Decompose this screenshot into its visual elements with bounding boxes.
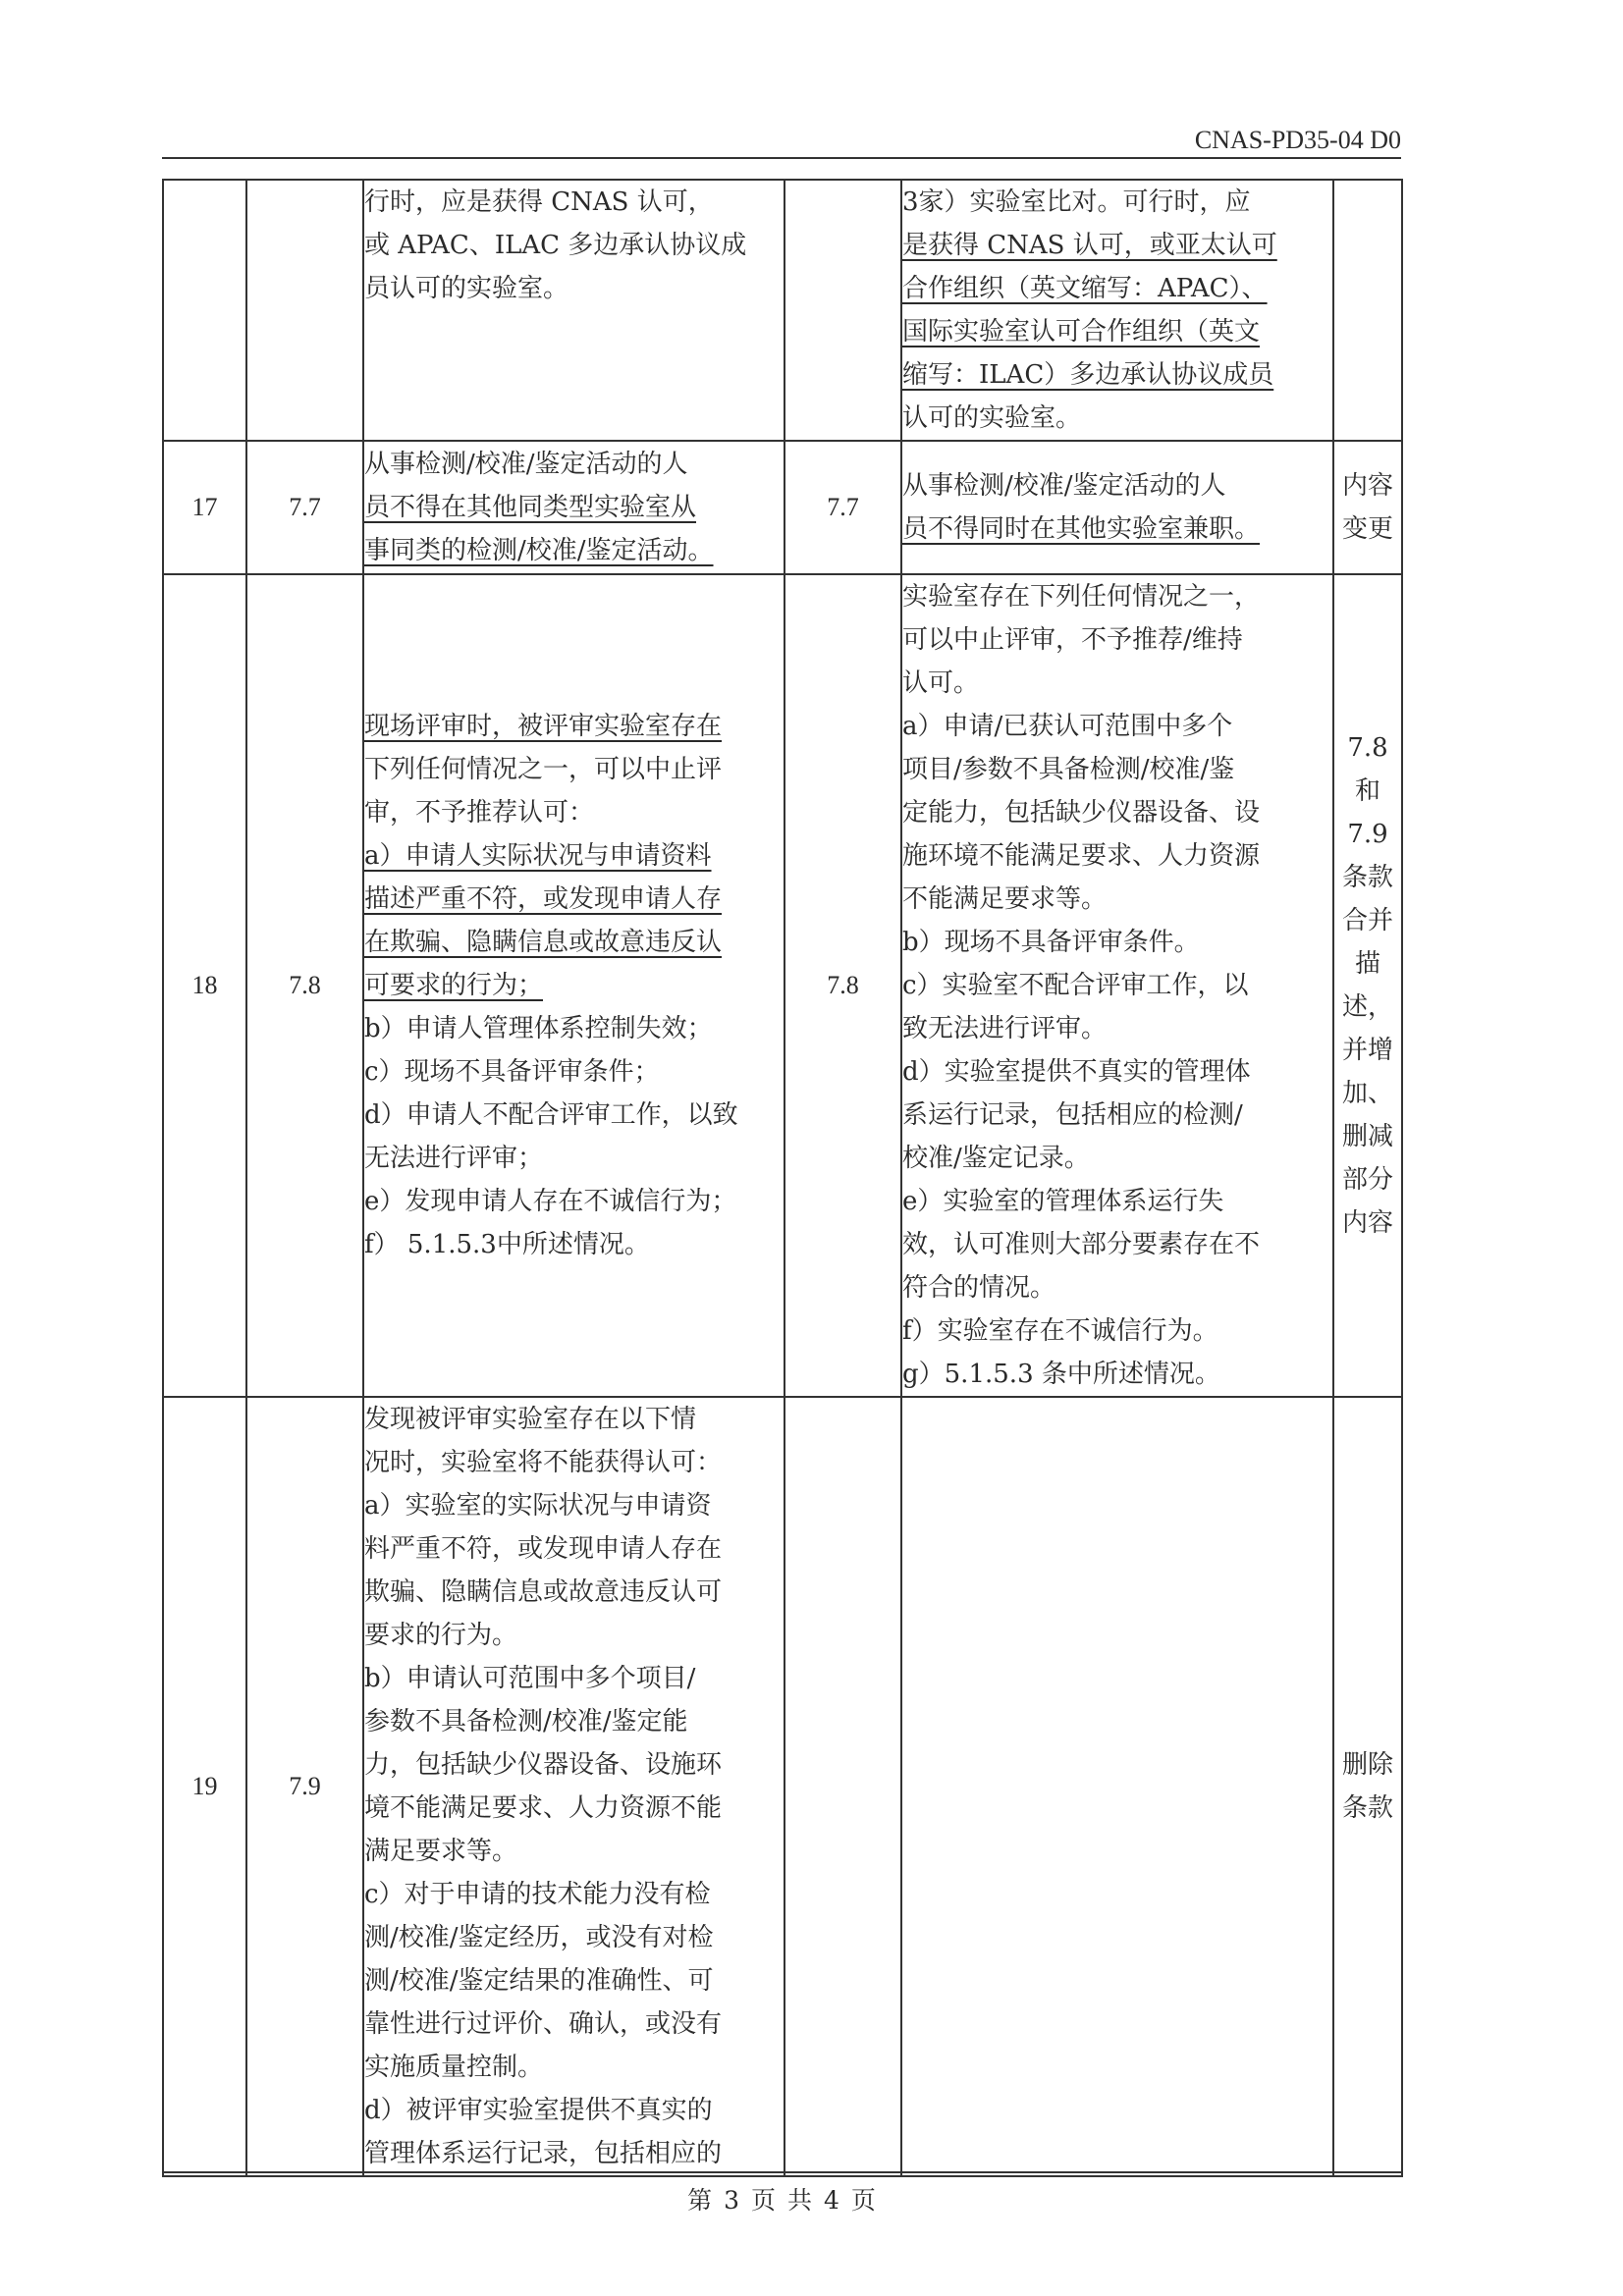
text-line: 要求的行为。 [364,1621,518,1650]
text-line: e）发现申请人存在不诚信行为； [364,1187,737,1216]
text-line: 符合的情况。 [902,1273,1056,1303]
table-row [163,180,1402,441]
text-line: 在欺骗、隐瞒信息或故意违反认 [364,928,723,957]
text-line: 测/校准/鉴定经历，或没有对检 [364,1923,714,1952]
text-line: b）申请人管理体系控制失效； [364,1014,713,1043]
text-line: c）实验室不配合评审工作，以 [902,971,1249,1000]
text-line: 欺骗、隐瞒信息或故意违反认可 [364,1577,723,1607]
old-clause [246,180,363,441]
text-line: d）实验室提供不真实的管理体 [902,1057,1251,1087]
text-line: 缩写：ILAC）多边承认协议成员 [902,360,1274,390]
text-line: 认可的实验室。 [902,403,1082,433]
old-text [363,1397,784,2176]
change-note [1333,441,1402,574]
note-line: 7.8 [1347,733,1388,763]
row-number: 18 [163,574,246,1397]
text-line: 况时，实验室将不能获得认可： [364,1448,723,1477]
current-page: 3 [724,2186,739,2215]
text-line: 是获得 CNAS 认可，或亚太认可 [902,231,1277,260]
new-clause: 7.8 [784,574,901,1397]
text-line: d）申请人不配合评审工作，以致 [364,1100,738,1130]
text-line: 下列任何情况之一，可以中止评 [364,755,723,784]
text-line: 满足要求等。 [364,1837,518,1866]
text-line: 3家）实验室比对。可行时，应 [902,187,1251,217]
new-clause: 7.7 [784,441,901,574]
page-label-word: 页 [750,2186,776,2215]
text-line: 力，包括缺少仪器设备、设施环 [364,1750,723,1780]
text-line: 行时，应是获得 CNAS 认可， [364,187,714,217]
text-line: 定能力，包括缺少仪器设备、设 [902,798,1261,828]
page-label-word: 共 [787,2186,813,2215]
change-note [1333,574,1402,1397]
text-line: 或 APAC、ILAC 多边承认协议成 [364,231,747,260]
text-line: c）对于申请的技术能力没有检 [364,1880,711,1909]
footer-rule [162,2171,1401,2173]
total-pages: 4 [824,2186,839,2215]
change-note [1333,180,1402,441]
note-line: 内容 [1341,471,1393,501]
note-line: 述， [1341,992,1393,1022]
text-line: 境不能满足要求、人力资源不能 [364,1793,723,1823]
text-line: 审，不予推荐认可： [364,798,595,828]
note-line: 加、 [1341,1079,1393,1108]
note-line: 条款 [1341,1793,1393,1823]
text-line: 实施质量控制。 [364,2053,544,2082]
page-label-word: 第 [687,2186,713,2215]
old-text [363,180,784,441]
text-line: a）实验室的实际状况与申请资 [364,1491,712,1521]
change-note [1333,1397,1402,2176]
note-line: 删除 [1341,1750,1393,1780]
new-clause [784,180,901,441]
text-line: c）现场不具备评审条件； [364,1057,660,1087]
text-line: 效，认可准则大部分要素存在不 [902,1230,1261,1259]
text-line: 员认可的实验室。 [364,274,569,303]
text-line: 合作组织（英文缩写：APAC）、 [902,274,1268,303]
text-line: 管理体系运行记录，包括相应的 [364,2139,723,2168]
note-line: 合并 [1341,906,1393,935]
text-line: 发现被评审实验室存在以下情 [364,1405,697,1434]
text-line: a）申请人实际状况与申请资料 [364,841,712,871]
revision-table [162,179,1403,2177]
note-line: 部分 [1341,1165,1393,1195]
text-line: b）申请认可范围中多个项目/ [364,1664,696,1693]
table-row [163,574,1402,1397]
row-number [163,180,246,441]
text-line: 现场评审时，被评审实验室存在 [364,712,723,741]
old-text [363,574,784,1397]
text-line: 可要求的行为； [364,971,544,1000]
page-label-word: 页 [850,2186,876,2215]
text-line: a）申请/已获认可范围中多个 [902,712,1233,741]
text-line: 员不得在其他同类型实验室从 [364,493,697,522]
new-clause [784,1397,901,2176]
table-row [163,1397,1402,2176]
note-line: 7.9 [1347,820,1388,849]
note-line: 删减 [1341,1122,1393,1151]
note-line: 内容 [1341,1208,1393,1238]
text-line: 事同类的检测/校准/鉴定活动。 [364,536,714,565]
note-line: 条款 [1341,863,1393,892]
text-line: g）5.1.5.3 条中所述情况。 [902,1360,1220,1389]
header-rule [162,157,1401,159]
text-line: 实验室存在下列任何情况之一， [902,582,1261,612]
text-line: 靠性进行过评价、确认，或没有 [364,2009,723,2039]
new-text [901,574,1333,1397]
text-line: 不能满足要求等。 [902,884,1108,914]
new-text [901,180,1333,441]
note-line: 并增 [1341,1036,1393,1065]
row-number: 17 [163,441,246,574]
text-line: 从事检测/校准/鉴定活动的人 [902,471,1226,501]
text-line: 从事检测/校准/鉴定活动的人 [364,450,688,479]
text-line: 项目/参数不具备检测/校准/鉴 [902,755,1235,784]
text-line: f） 5.1.5.3中所述情况。 [364,1230,650,1259]
text-line: 可以中止评审，不予推荐/维持 [902,625,1243,655]
document-code: CNAS-PD35-04 D0 [1194,126,1401,154]
text-line: 员不得同时在其他实验室兼职。 [902,514,1261,544]
text-line: 校准/鉴定记录。 [902,1144,1090,1173]
note-line: 描 [1354,949,1380,979]
text-line: 国际实验室认可合作组织（英文 [902,317,1261,347]
text-line: 系运行记录，包括相应的检测/ [902,1100,1243,1130]
text-line: 致无法进行评审。 [902,1014,1108,1043]
new-text [901,1397,1333,2176]
old-clause: 7.9 [246,1397,363,2176]
old-text [363,441,784,574]
note-line: 变更 [1341,514,1393,544]
text-line: 参数不具备检测/校准/鉴定能 [364,1707,688,1736]
text-line: 描述严重不符，或发现申请人存 [364,884,723,914]
table-row [163,441,1402,574]
note-line: 和 [1354,776,1380,806]
text-line: 施环境不能满足要求、人力资源 [902,841,1261,871]
text-line: 认可。 [902,668,980,698]
text-line: f）实验室存在不诚信行为。 [902,1316,1218,1346]
text-line: b）现场不具备评审条件。 [902,928,1200,957]
old-clause: 7.8 [246,574,363,1397]
text-line: e）实验室的管理体系运行失 [902,1187,1224,1216]
text-line: 无法进行评审； [364,1144,544,1173]
row-number: 19 [163,1397,246,2176]
page-number [162,2181,1401,2216]
old-clause: 7.7 [246,441,363,574]
text-line: d）被评审实验室提供不真实的 [364,2096,713,2125]
text-line: 料严重不符，或发现申请人存在 [364,1534,723,1564]
new-text [901,441,1333,574]
text-line: 测/校准/鉴定结果的准确性、可 [364,1966,714,1996]
